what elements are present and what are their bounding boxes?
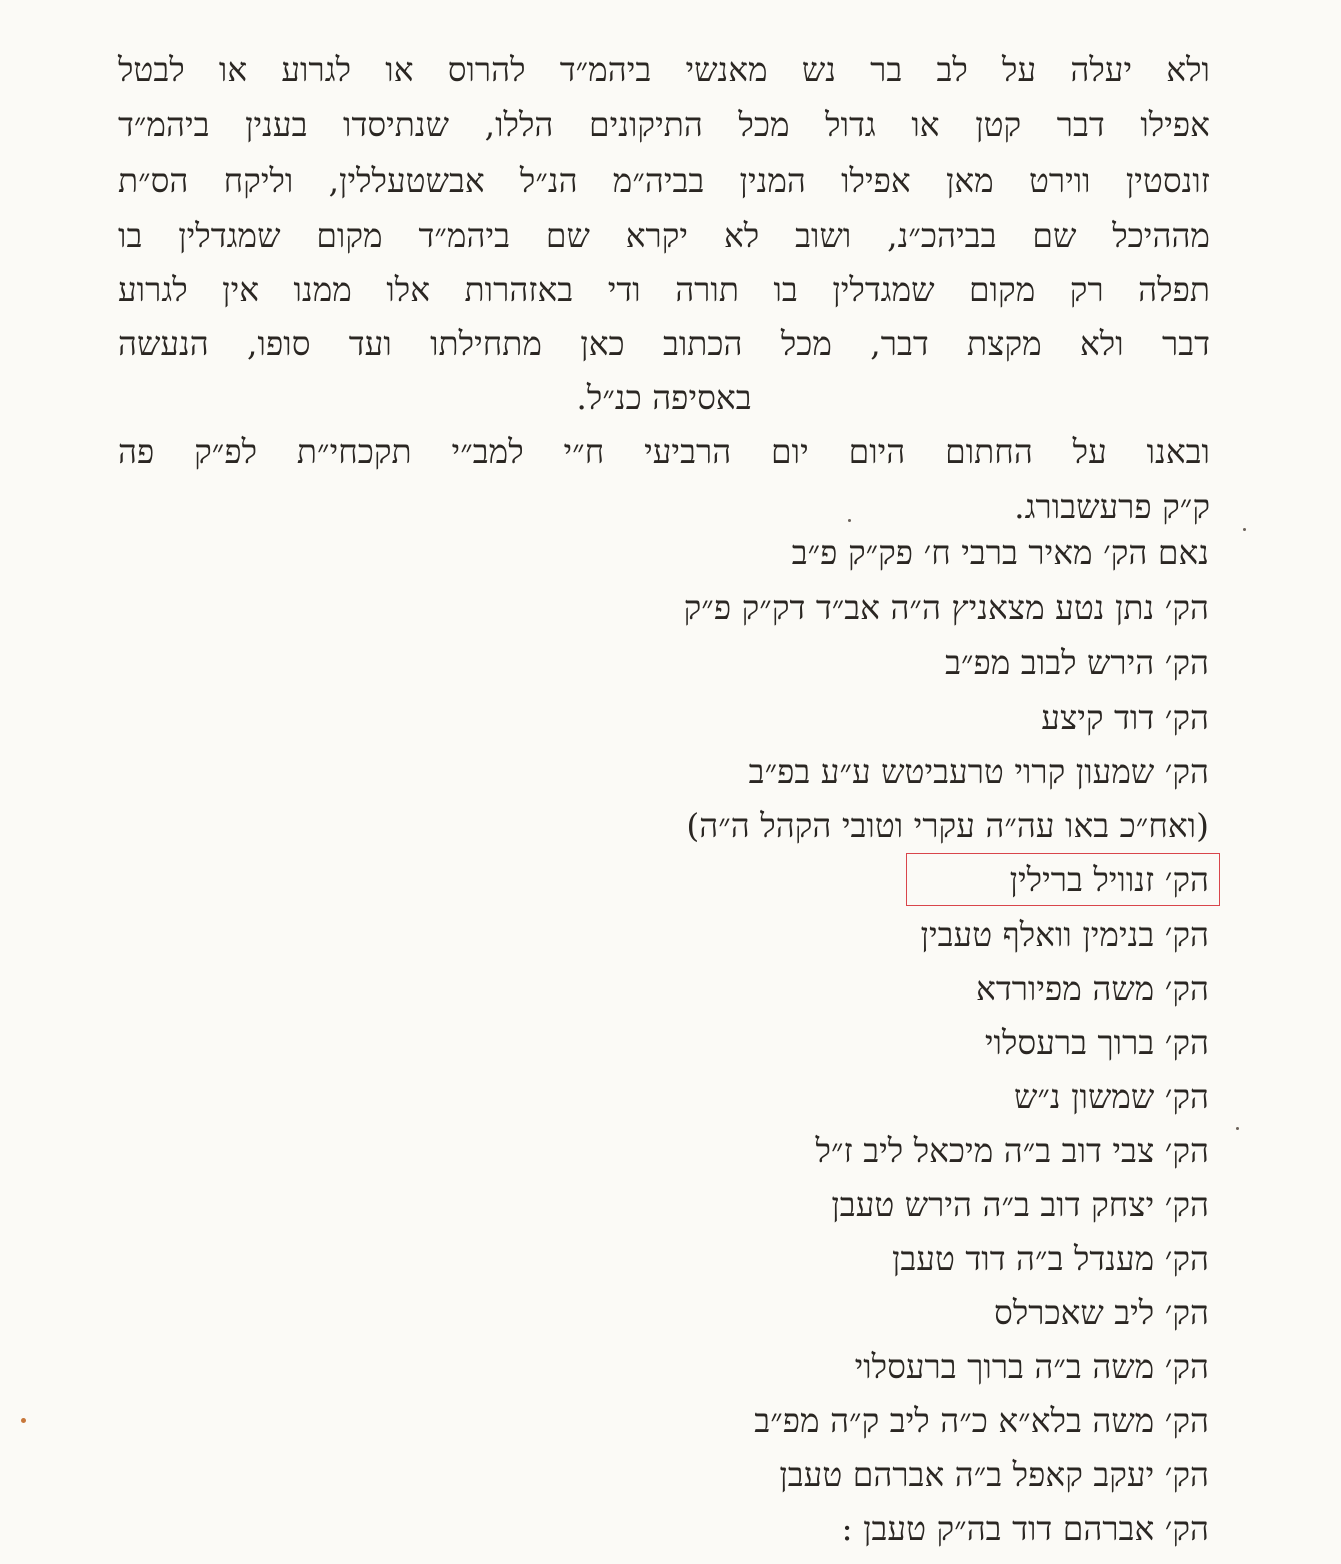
signatory-line: הק׳ ליב שאכרלס bbox=[994, 1293, 1209, 1332]
signatory-line: הק׳ שמעון קרוי טרעביטש ע״ע בפ״ב bbox=[748, 752, 1209, 791]
signatory-line: הק׳ משה ב״ה ברוך ברעסלוי bbox=[854, 1347, 1209, 1386]
body-line-final: באסיפה כנ״ל. bbox=[576, 378, 752, 417]
closing-line: ובאנו על החתום היום יום הרביעי ח״י למב״י תקכחי״ת לפ״ק פה bbox=[118, 432, 1210, 471]
body-line: אפילו דבר קטן או גדול מכל התיקונים הללו, שנתיסדו בענין ביהמ״ד bbox=[118, 105, 1210, 144]
signatory-line: הק׳ צבי דוב ב״ה מיכאל ליב ז״ל bbox=[815, 1131, 1209, 1170]
signatory-line: הק׳ הירש לבוב מפ״ב bbox=[945, 643, 1209, 682]
body-line: זונסטין ווירט מאן אפילו המנין בביה״מ הנ״ל אבשטעללין, וליקח הס״ת bbox=[118, 161, 1210, 200]
signatory-line: הק׳ דוד קיצע bbox=[1041, 698, 1209, 737]
highlight-box bbox=[906, 853, 1220, 906]
body-line: תפלה רק מקום שמגדלין בו תורה ודי באזהרות אלו ממנו אין לגרוע bbox=[118, 270, 1210, 309]
body-line: דבר ולא מקצת דבר, מכל הכתוב כאן מתחילתו ועד סופו, הנעשה bbox=[118, 324, 1210, 363]
signatory-line: הק׳ מענדל ב״ה דוד טעבן bbox=[891, 1239, 1209, 1278]
signatory-line: הק׳ בנימין וואלף טעבין bbox=[920, 915, 1209, 954]
body-line: מההיכל שם בביהכ״נ, ושוב לא יקרא שם ביהמ״ד מקום שמגדלין בו bbox=[118, 216, 1210, 255]
signatory-line: הק׳ ברוך ברעסלוי bbox=[984, 1023, 1209, 1062]
signatory-note: (ואח״כ באו עה״ה עקרי וטובי הקהל ה״ה) bbox=[686, 806, 1209, 845]
signatory-line: הק׳ משה מפיורדא bbox=[976, 969, 1209, 1008]
scan-speck bbox=[1243, 528, 1246, 531]
signatory-line: הק׳ יעקב קאפל ב״ה אברהם טעבן bbox=[779, 1455, 1209, 1494]
signatory-line-highlighted: הק׳ זנוויל ברילין bbox=[1009, 860, 1209, 899]
signatory-line: הק׳ שמשון נ״ש bbox=[1013, 1077, 1209, 1116]
scan-speck bbox=[21, 1418, 26, 1423]
signatory-line: הק׳ משה בלא״א כ״ה ליב ק״ה מפ״ב bbox=[754, 1401, 1209, 1440]
scan-speck bbox=[848, 519, 851, 522]
body-line: ולא יעלה על לב בר נש מאנשי ביהמ״ד להרוס או לגרוע או לבטל bbox=[118, 50, 1210, 89]
scan-speck bbox=[1236, 1127, 1239, 1130]
signatory-line: הק׳ יצחק דוב ב״ה הירש טעבן bbox=[831, 1185, 1209, 1224]
closing-line: ק״ק פרעשבורג. bbox=[1014, 487, 1210, 526]
signatory-line: נאם הק׳ מאיר ברבי ח׳ פק״ק פ״ב bbox=[791, 533, 1209, 572]
signatory-line: הק׳ נתן נטע מצאניץ ה״ה אב״ד דק״ק פ״ק bbox=[683, 588, 1209, 627]
signatory-line: הק׳ אברהם דוד בה״ק טעבן : bbox=[841, 1509, 1209, 1548]
